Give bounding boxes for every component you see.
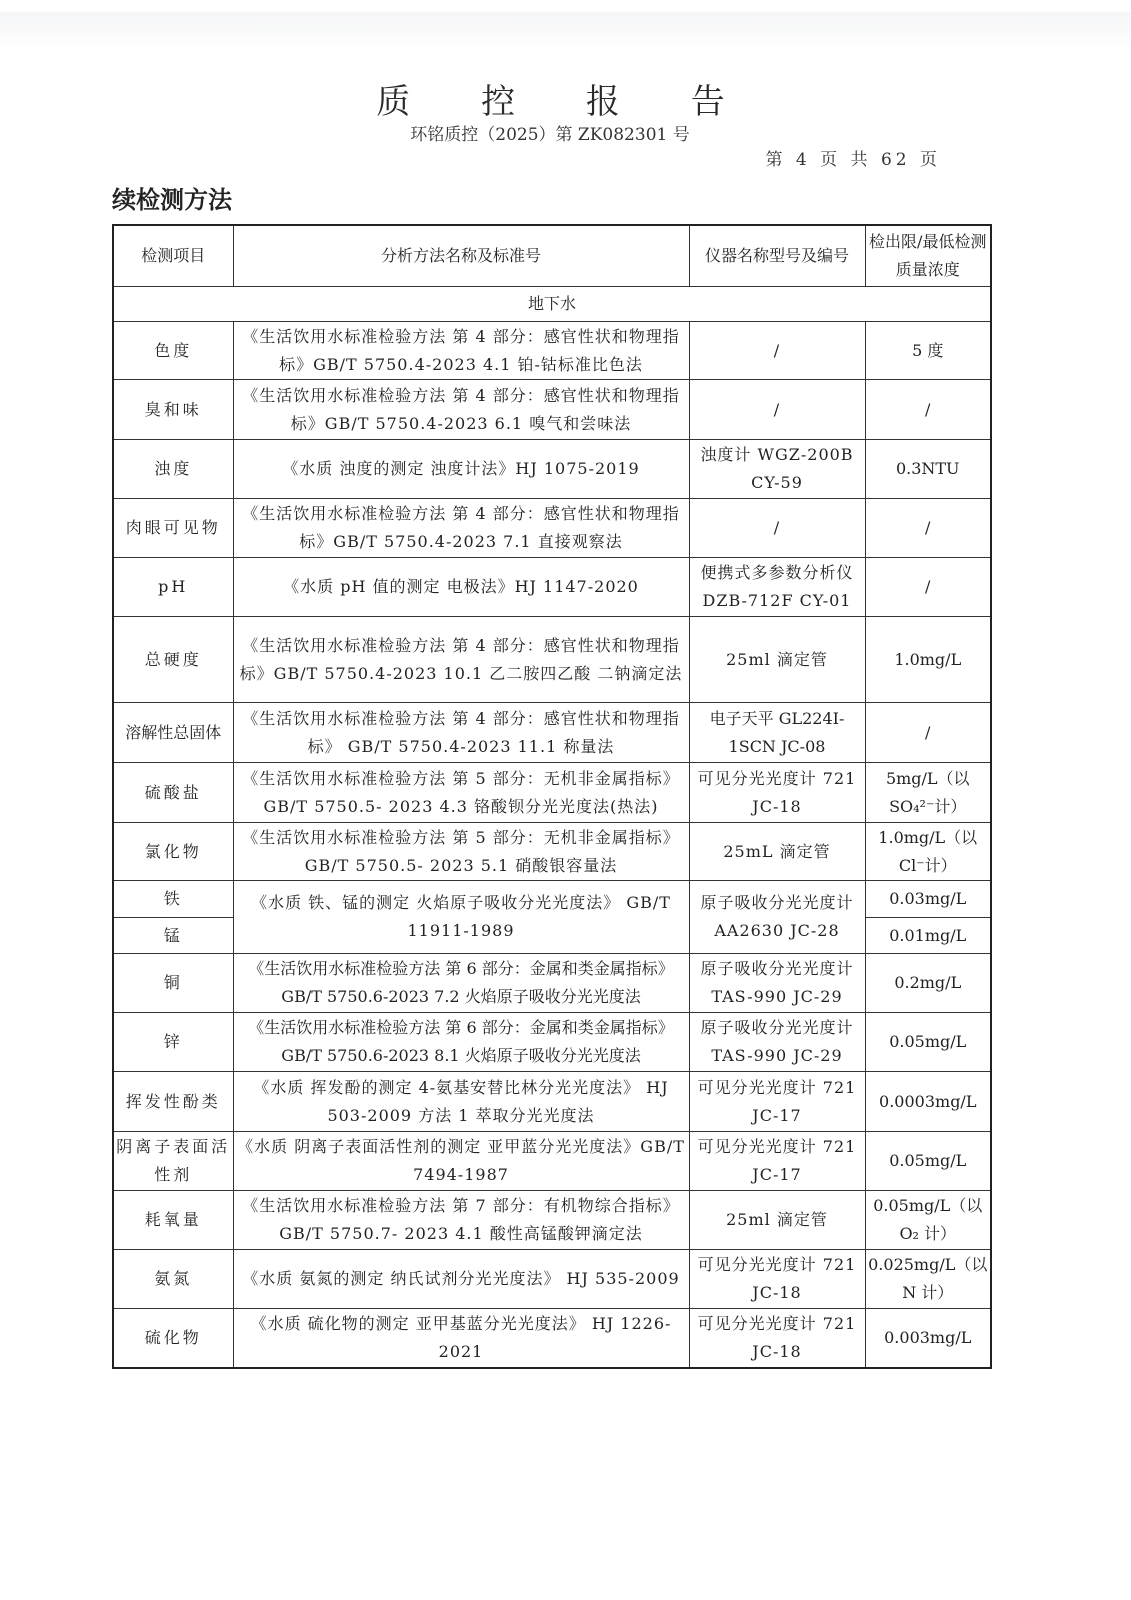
table-row (113, 823, 991, 881)
cell-instrument: / (689, 499, 865, 558)
methods-table (112, 224, 992, 1369)
cell-item: 色度 (113, 322, 233, 380)
cell-item: 肉眼可见物 (113, 499, 233, 558)
cell-instrument: 可见分光光度计 721 JC-18 (689, 1309, 865, 1368)
table-row (113, 380, 991, 440)
cell-method: 《生活饮用水标准检验方法 第 7 部分：有机物综合指标》 GB/T 5750.7- 2023 4.1 酸性高锰酸钾滴定法 (233, 1191, 689, 1250)
cell-item: 硫酸盐 (113, 763, 233, 823)
cell-item: 锌 (113, 1013, 233, 1072)
cell-limit: 5 度 (865, 322, 991, 380)
cell-method: 《水质 氨氮的测定 纳氏试剂分光光度法》 HJ 535-2009 (233, 1250, 689, 1309)
cell-method: 《水质 阴离子表面活性剂的测定 亚甲蓝分光光度法》GB/T 7494-1987 (233, 1132, 689, 1191)
cell-method: 《生活饮用水标准检验方法 第 4 部分：感官性状和物理指标》GB/T 5750.4-2023 10.1 乙二胺四乙酸 二钠滴定法 (233, 617, 689, 703)
cell-limit: / (865, 380, 991, 440)
cell-item: 硫化物 (113, 1309, 233, 1368)
cell-instrument: 可见分光光度计 721 JC-18 (689, 1250, 865, 1309)
cell-instrument: 可见分光光度计 721 JC-17 (689, 1072, 865, 1132)
cell-instrument: 25ml 滴定管 (689, 617, 865, 703)
table-row (113, 1191, 991, 1250)
cell-limit: 0.025mg/L（以 N 计） (865, 1250, 991, 1309)
table-row (113, 763, 991, 823)
cell-instrument: 25mL 滴定管 (689, 823, 865, 881)
group-label: 地下水 (113, 287, 991, 322)
group-row (113, 287, 991, 322)
table-row (113, 881, 991, 918)
header-limit: 检出限/最低检测质量浓度 (865, 225, 991, 287)
cell-item: 氯化物 (113, 823, 233, 881)
cell-method: 《生活饮用水标准检验方法 第 4 部分：感官性状和物理指标》GB/T 5750.4-2023 4.1 铂-钴标准比色法 (233, 322, 689, 380)
cell-limit: 0.3NTU (865, 440, 991, 499)
header-method: 分析方法名称及标准号 (233, 225, 689, 287)
cell-limit: 0.2mg/L (865, 954, 991, 1013)
cell-item: 挥发性酚类 (113, 1072, 233, 1132)
cell-method: 《水质 浊度的测定 浊度计法》HJ 1075-2019 (233, 440, 689, 499)
cell-limit: 0.0003mg/L (865, 1072, 991, 1132)
cell-method: 《生活饮用水标准检验方法 第 4 部分：感官性状和物理指标》GB/T 5750.4-2023 6.1 嗅气和尝味法 (233, 380, 689, 440)
cell-instrument: 可见分光光度计 721 JC-18 (689, 763, 865, 823)
cell-limit: 5mg/L（以 SO₄²⁻计） (865, 763, 991, 823)
cell-method: 《水质 pH 值的测定 电极法》HJ 1147-2020 (233, 558, 689, 617)
table-row (113, 954, 991, 1013)
cell-limit: 1.0mg/L（以 Cl⁻计） (865, 823, 991, 881)
cell-instrument: 便携式多参数分析仪 DZB-712F CY-01 (689, 558, 865, 617)
table-header-row (113, 225, 991, 287)
cell-instrument: 浊度计 WGZ-200B CY-59 (689, 440, 865, 499)
cell-limit: 0.05mg/L（以 O₂ 计） (865, 1191, 991, 1250)
header-instrument: 仪器名称型号及编号 (689, 225, 865, 287)
cell-item: 溶解性总固体 (113, 703, 233, 763)
cell-limit: 0.05mg/L (865, 1132, 991, 1191)
cell-limit: 0.01mg/L (865, 918, 991, 954)
cell-item: 阴离子表面活性剂 (113, 1132, 233, 1191)
cell-item: 锰 (113, 918, 233, 954)
cell-instrument: 电子天平 GL224I-1SCN JC-08 (689, 703, 865, 763)
cell-method: 《生活饮用水标准检验方法 第 6 部分：金属和类金属指标》GB/T 5750.6-2023 8.1 火焰原子吸收分光光度法 (233, 1013, 689, 1072)
table-row (113, 617, 991, 703)
report-title: 质 控 报 告 (376, 82, 755, 122)
table-row (113, 1072, 991, 1132)
cell-item: 总硬度 (113, 617, 233, 703)
cell-item: 臭和味 (113, 380, 233, 440)
table-row (113, 322, 991, 380)
table-row (113, 1132, 991, 1191)
cell-item: 耗氧量 (113, 1191, 233, 1250)
report-number: 环铭质控（2025）第 ZK082301 号 (410, 125, 690, 145)
cell-instrument: / (689, 322, 865, 380)
cell-limit: 0.03mg/L (865, 881, 991, 918)
cell-limit: 0.003mg/L (865, 1309, 991, 1368)
table-row (113, 1309, 991, 1368)
cell-method: 《水质 铁、锰的测定 火焰原子吸收分光光度法》 GB/T 11911-1989 (233, 881, 689, 954)
cell-method: 《水质 硫化物的测定 亚甲基蓝分光光度法》 HJ 1226-2021 (233, 1309, 689, 1368)
cell-method: 《生活饮用水标准检验方法 第 6 部分：金属和类金属指标》GB/T 5750.6-2023 7.2 火焰原子吸收分光光度法 (233, 954, 689, 1013)
table-row (113, 1013, 991, 1072)
cell-limit: / (865, 499, 991, 558)
section-title: 续检测方法 (112, 186, 232, 214)
cell-instrument: 原子吸收分光光度计 TAS-990 JC-29 (689, 1013, 865, 1072)
cell-method: 《水质 挥发酚的测定 4-氨基安替比林分光光度法》 HJ 503-2009 方法 1 萃取分光光度法 (233, 1072, 689, 1132)
cell-method: 《生活饮用水标准检验方法 第 4 部分：感官性状和物理指标》GB/T 5750.4-2023 7.1 直接观察法 (233, 499, 689, 558)
cell-instrument: / (689, 380, 865, 440)
cell-instrument: 原子吸收分光光度计 TAS-990 JC-29 (689, 954, 865, 1013)
cell-item: 铜 (113, 954, 233, 1013)
cell-item: 浊度 (113, 440, 233, 499)
cell-item: pH (113, 558, 233, 617)
cell-limit: 1.0mg/L (865, 617, 991, 703)
cell-instrument: 可见分光光度计 721 JC-17 (689, 1132, 865, 1191)
table-row (113, 499, 991, 558)
table-row (113, 558, 991, 617)
table-row (113, 703, 991, 763)
cell-instrument: 原子吸收分光光度计 AA2630 JC-28 (689, 881, 865, 954)
cell-limit: 0.05mg/L (865, 1013, 991, 1072)
cell-instrument: 25ml 滴定管 (689, 1191, 865, 1250)
cell-limit: / (865, 558, 991, 617)
cell-item: 铁 (113, 881, 233, 918)
page-info: 第 4 页 共 62 页 (765, 150, 941, 170)
scan-artifact (0, 12, 1131, 48)
cell-method: 《生活饮用水标准检验方法 第 4 部分：感官性状和物理指标》 GB/T 5750.4-2023 11.1 称量法 (233, 703, 689, 763)
table-row (113, 440, 991, 499)
cell-limit: / (865, 703, 991, 763)
cell-method: 《生活饮用水标准检验方法 第 5 部分：无机非金属指标》 GB/T 5750.5- 2023 5.1 硝酸银容量法 (233, 823, 689, 881)
cell-item: 氨氮 (113, 1250, 233, 1309)
cell-method: 《生活饮用水标准检验方法 第 5 部分：无机非金属指标》 GB/T 5750.5- 2023 4.3 铬酸钡分光光度法(热法) (233, 763, 689, 823)
header-item: 检测项目 (113, 225, 233, 287)
table-row (113, 1250, 991, 1309)
